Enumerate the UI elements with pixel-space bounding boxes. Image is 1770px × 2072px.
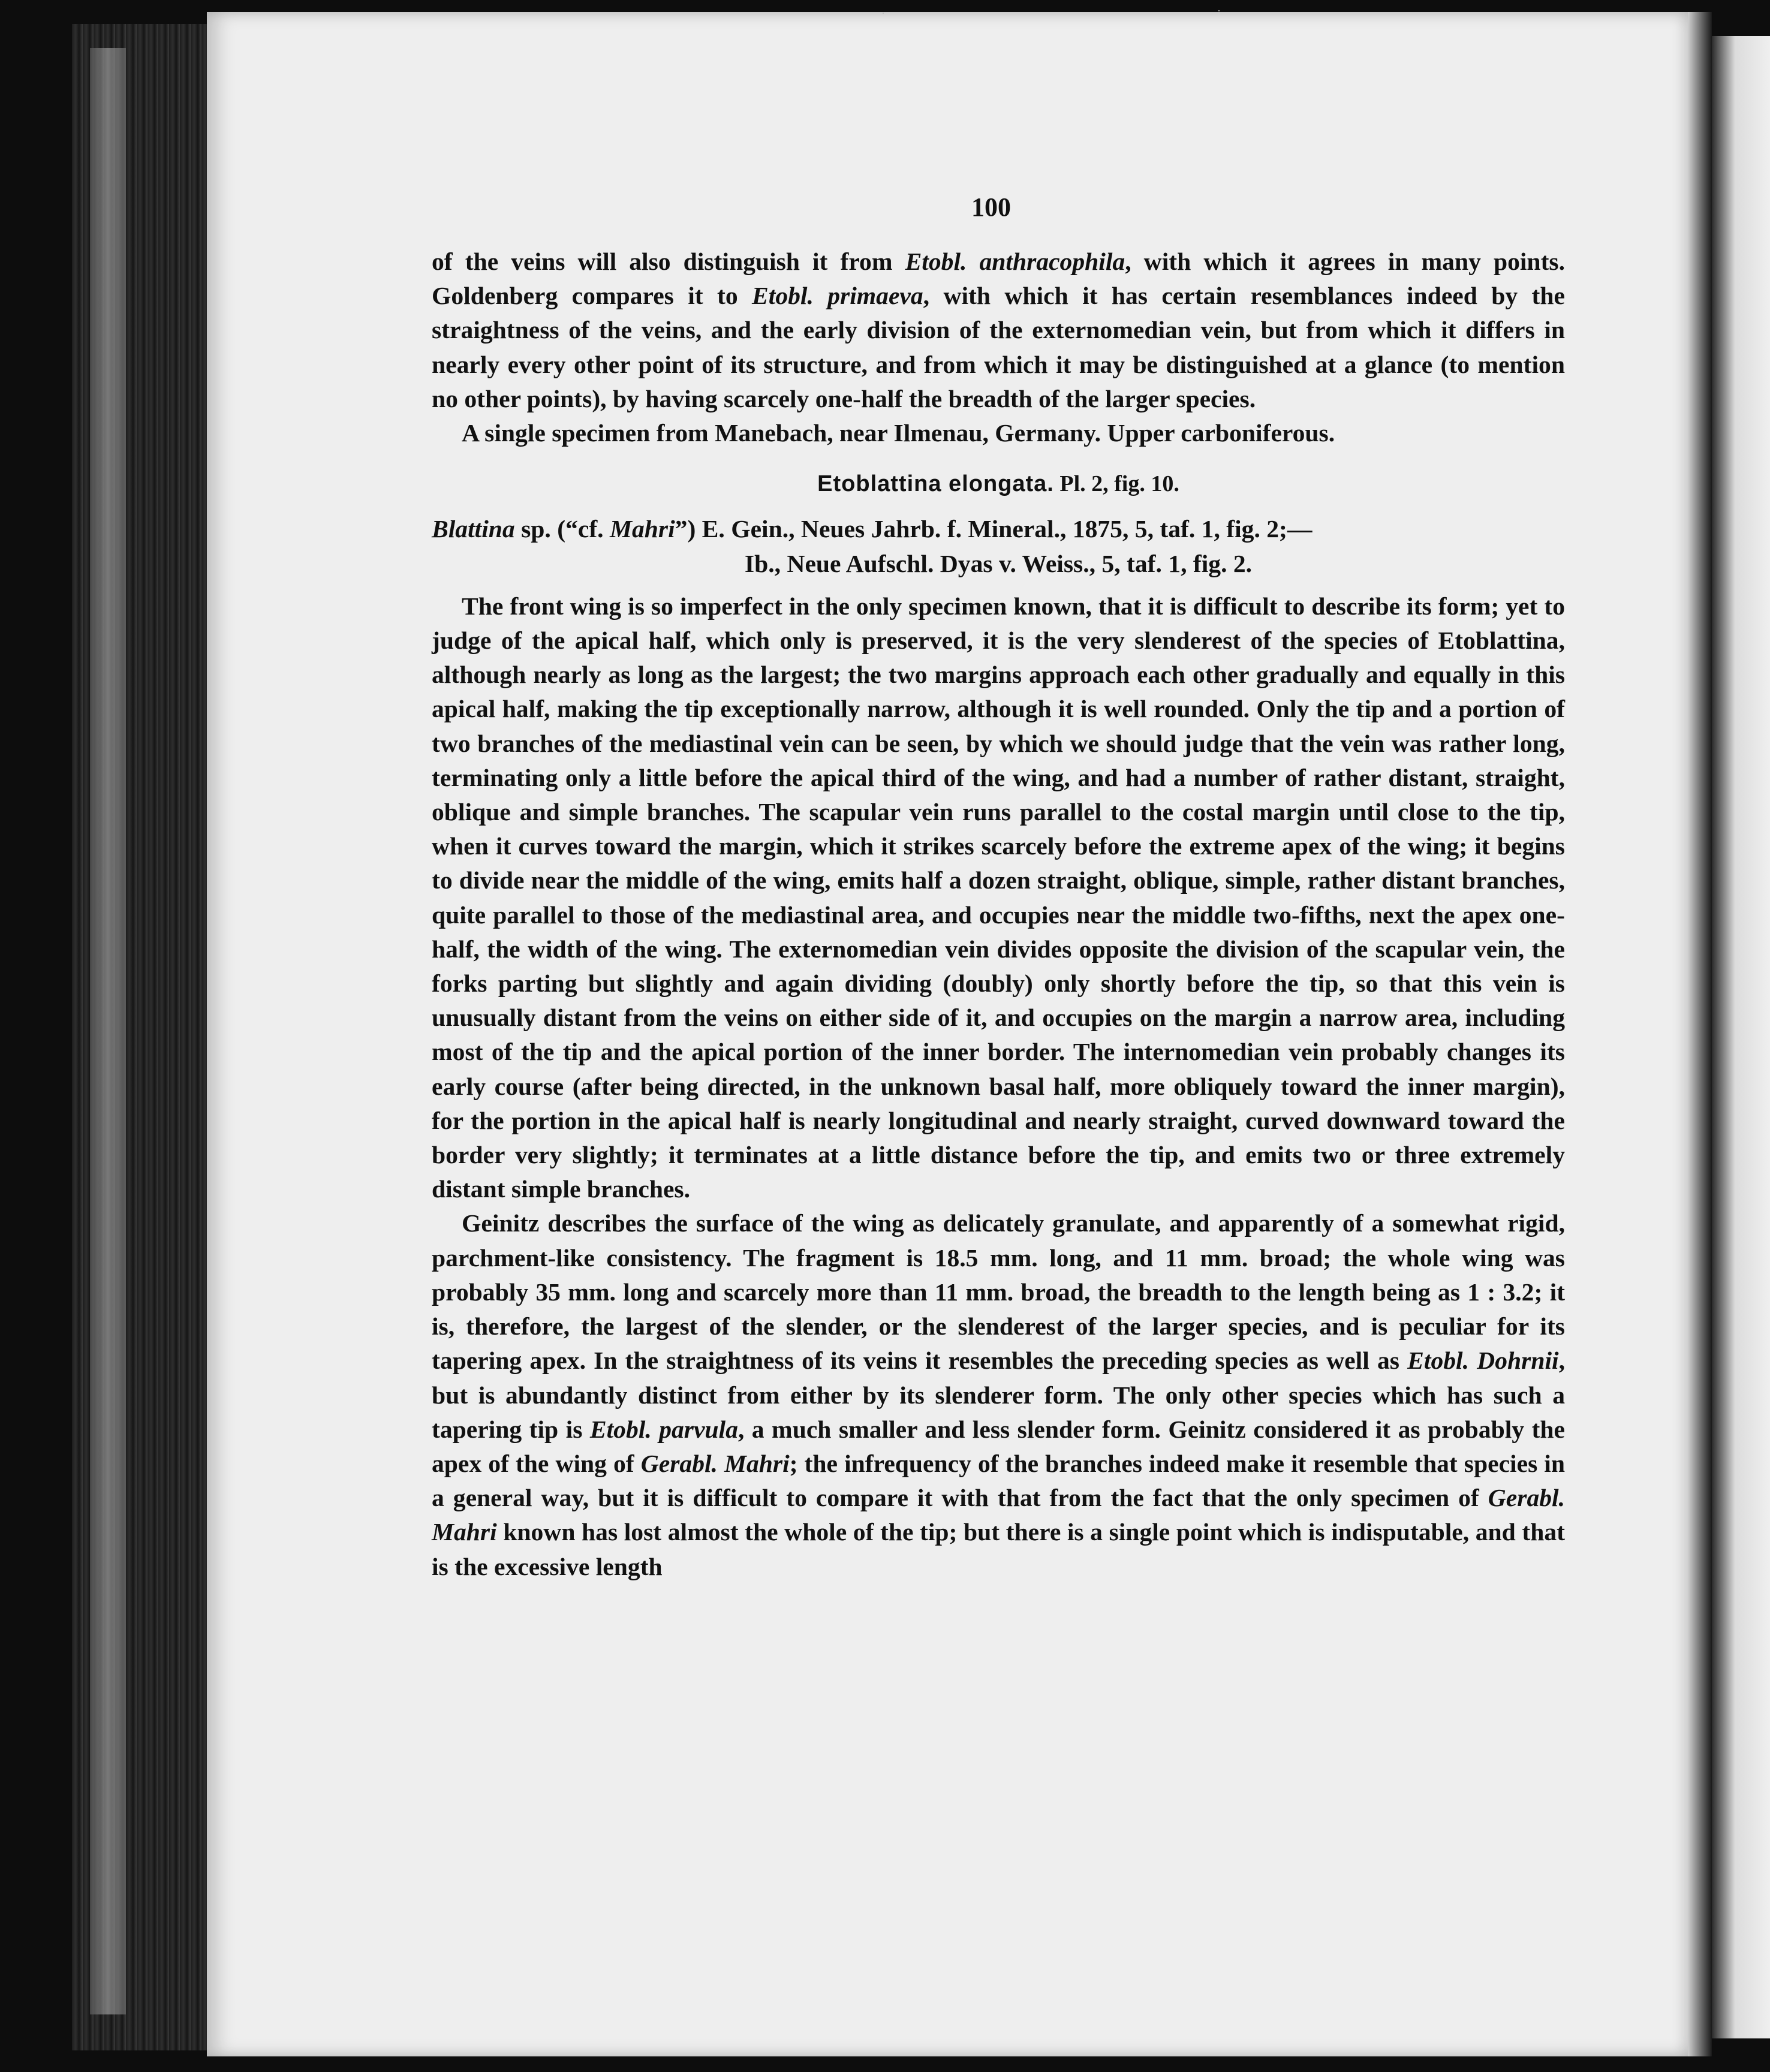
synonymy-citation xyxy=(432,512,1565,580)
species-name: Gerabl. Mahri xyxy=(432,1484,1565,1546)
species-name: Etobl. parvula xyxy=(589,1415,738,1443)
page-text xyxy=(432,245,1565,1584)
text-run: , with which it agrees in many points. Goldenberg compares it to xyxy=(432,248,1566,310)
plate-reference: Pl. 2, fig. 10. xyxy=(1059,471,1179,497)
paragraph-locality xyxy=(432,416,1565,450)
species-name: Etobl. Dohrnii xyxy=(1407,1347,1559,1375)
scan-speck: · xyxy=(881,7,885,19)
text-run: known has lost almost the whole of the tip; but there is a single point which is indisputable, and that is the excessive length xyxy=(432,1518,1565,1580)
scan-speck: · xyxy=(1217,5,1221,17)
page-number: 100 xyxy=(971,192,1011,222)
species-name: Gerabl. Mahri xyxy=(640,1449,790,1477)
text-run: The front wing is so imperfect in the only specimen known, that it is difficult to describe its form; yet to judge of the apical half, which only is preserved, it is the very slenderest of the species of Etoblattina, although nearly as long as the largest; the two margins approach each other gradually and equally in this apical half, making the tip exceptionally narrow, although it is well rounded. Only the tip and a portion of two branches of the mediastinal vein can be seen, by which we should judge that the vein was rather long, terminating only a little before the apical third of the wing, and had a number of rather distant, straight, oblique and simple branches. The scapular vein runs parallel to the costal margin until close to the tip, when it curves toward the margin, which it strikes scarcely before the extreme apex of the wing; it begins to divide near the middle of the wing, emits half a dozen straight, oblique, simple, rather distant branches, quite parallel to those of the mediastinal area, and occupies near the middle two-fifths, next the apex one-half, the width of the wing. The externomedian vein divides opposite the division of the scapular vein, the forks parting but slightly and again dividing (doubly) only shortly before the tip, so that this vein is unusually distant from the veins on either side of it, and occupies on the margin a narrow area, including most of the tip and the apical portion of the inner border. The internomedian vein probably changes its early course (after being directed, in the unknown basal half, more obliquely toward the inner margin), for the portion in the apical half is nearly longitudinal and nearly straight, curved downward toward the border very slightly; it terminates at a little distance before the tip, and emits two or three extremely distant simple branches. xyxy=(432,592,1565,1203)
species-heading xyxy=(432,467,1565,501)
text-run: A single specimen from Manebach, near Ilmenau, Germany. Upper carboniferous. xyxy=(462,419,1335,447)
text-run: sp. (“cf. xyxy=(514,515,610,543)
genus-name: Blattina xyxy=(432,515,515,543)
text-run: , but is abundantly distinct from either by its slenderer form. The only other species which has such a tapering tip is xyxy=(432,1347,1565,1443)
paragraph-comparison xyxy=(432,1206,1565,1583)
text-run: ; the infrequency of the branches indeed make it resemble that species in a general way, but it is difficult to compare it with that from the fact that the only specimen of xyxy=(432,1449,1565,1512)
book-page-stack xyxy=(90,48,126,2014)
text-run: , a much smaller and less slender form. Geinitz considered it as probably the apex of the wing of xyxy=(432,1415,1565,1477)
text-run: Geinitz describes the surface of the wing as delicately granulate, and apparently of a somewhat rigid, parchment-like consistency. The fragment is 18.5 mm. long, and 11 mm. broad; the whole wing was probably 35 mm. long and scarcely more than 11 mm. broad, the breadth to the length being as 1 : 3.2; it is, therefore, the largest of the slender, or the slenderest of the larger species, and is peculiar for its tapering apex. In the straightness of its veins it resembles the preceding species as well as xyxy=(432,1209,1565,1375)
species-name: Etobl. anthracophila xyxy=(905,248,1125,275)
text-run: ”) E. Gein., Neues Jahrb. f. Mineral., 1875, 5, taf. 1, fig. 2;— xyxy=(675,515,1313,543)
species-name: Etobl. primaeva xyxy=(752,282,923,310)
paragraph-description xyxy=(432,589,1565,1207)
text-run: of the veins will also distinguish it from xyxy=(432,248,905,275)
paragraph-continued xyxy=(432,245,1565,416)
gutter-shadow xyxy=(1688,12,1712,2056)
species-name: Mahri xyxy=(609,515,675,543)
species-heading-name: Etoblattina elongata. xyxy=(817,471,1054,497)
text-run: , with which it has certain resemblances indeed by the straightness of the veins, and the early division of the externomedian vein, but from which it differs in nearly every other point of its structure, and from which it may be distinguished at a glance (to mention no other points), by having scarcely one-half the breadth of the larger species. xyxy=(432,282,1565,412)
synonymy-second-line: Ib., Neue Aufschl. Dyas v. Weiss., 5, taf. 1, fig. 2. xyxy=(744,549,1253,577)
adjacent-page-edge xyxy=(1712,36,1770,2038)
